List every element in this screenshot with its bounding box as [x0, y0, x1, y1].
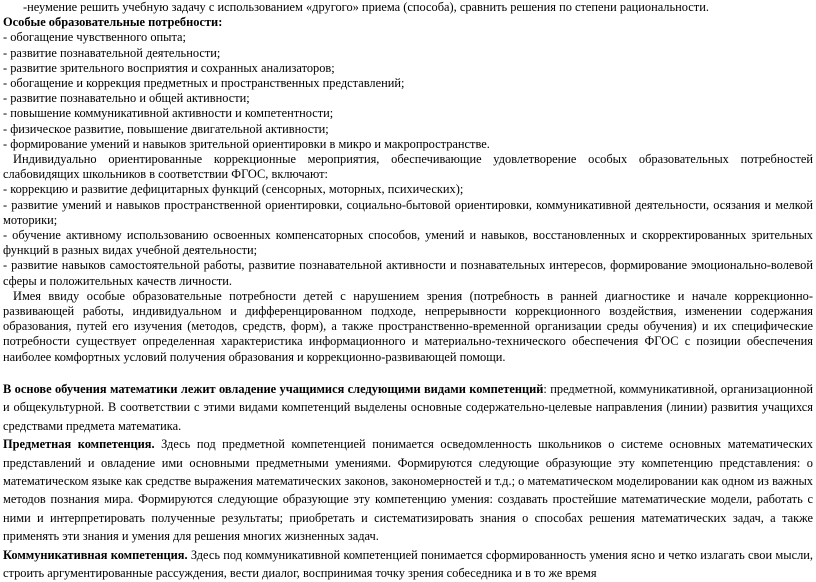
- needs-list: [3, 30, 813, 152]
- competence-lead-bold: В основе обучения математики лежит овладение учащимися следующими видами компетенций: [3, 381, 544, 396]
- list-item: - развитие зрительного восприятия и сохранных анализаторов;: [3, 60, 335, 75]
- needs-paragraph: Имея ввиду особые образовательные потребности детей с нарушением зрения (потребность в ранней диагностике и начале коррекционно-развивающей работы, индивидуальном и дифференцированном подходе, непрерывности коррекционного воздействия, изменении содержания образования, путей его изучения (методов, средств, форм), а также пространственно-временной организации среды обучения) и их специфические потребности существует определенная характеристика информационного и материально-технического обеспечения ФГОС с позиции обеспечения наиболее комфортных условий получения образования и коррекционно-развивающей помощи.: [3, 288, 813, 364]
- communicative-competence-title: Коммуникативная компетенция.: [3, 547, 188, 562]
- competence-lead-paragraph: [3, 380, 813, 435]
- communicative-competence-text: Здесь под коммуникативной компетенцией понимается сформированность умения ясно и четко излагать свои мысли, строить аргументированные рассуждения, вести диалог, воспринимая точку зрения собеседника и в то же время: [3, 547, 813, 580]
- document-page: [3, 0, 813, 582]
- list-item: - развитие умений и навыков пространственной ориентировки, социально-бытовой ориентировки, коммуникативной деятельности, осязания и мелкой моторики;: [3, 197, 813, 227]
- competence-lead-text: : предметной, коммуникативной, организационной и общекультурной. В соответствии с этими видами компетенций выделены основные содержательно-целевые направления (линии) развития учащихся средствами предмета математика.: [3, 381, 813, 433]
- list-item: - обогащение чувственного опыта;: [3, 30, 186, 45]
- list-item: - формирование умений и навыков зрительной ориентировки в микро и макропространстве.: [3, 136, 490, 151]
- measures-list: [3, 182, 813, 288]
- subject-competence-title: Предметная компетенция.: [3, 437, 155, 452]
- list-item: - развитие навыков самостоятельной работы, развитие познавательной активности и познавательных интересов, формирование эмоционально-волевой сферы и положительных качеств личности.: [3, 258, 813, 288]
- needs-heading-text: Особые образовательные потребности:: [3, 15, 223, 30]
- subject-competence-paragraph: [3, 435, 813, 545]
- measures-paragraph: Индивидуально ориентированные коррекционные мероприятия, обеспечивающие удовлетворение особых образовательных потребностей слабовидящих школьников в соответствии ФГОС, включают:: [3, 152, 813, 182]
- needs-heading: [3, 15, 813, 30]
- paragraph-spacer: [3, 365, 813, 380]
- subject-competence-text: Здесь под предметной компетенцией понимается осведомленность школьников о системе основных математических представлений и овладение ими основными предметными умениями. Формируются следующие образующие эту компетенцию представления: о математическом языке как средстве выражения математических законов, закономерностей и т.д.; о математическом моделировании как одном из важных методов познания мира. Формируются следующие образующие эту компетенцию умения: создавать простейшие математические модели, работать с ними и интерпретировать полученные результаты; приобретать и систематизировать знания о способах решения математических задач, а также применять эти знания и умения для решения многих жизненных задач.: [3, 437, 813, 544]
- list-item: - развитие познавательной деятельности;: [3, 45, 221, 60]
- list-item: - повышение коммуникативной активности и компетентности;: [3, 106, 334, 121]
- list-item: - обогащение и коррекция предметных и пространственных представлений;: [3, 76, 405, 91]
- list-item: - физическое развитие, повышение двигательной активности;: [3, 121, 329, 136]
- list-item: - коррекцию и развитие дефицитарных функций (сенсорных, моторных, психических);: [3, 182, 464, 197]
- intro-line: -неумение решить учебную задачу с использованием «другого» приема (способа), сравнить решения по степени рациональности.: [23, 0, 709, 14]
- communicative-competence-paragraph: [3, 546, 813, 582]
- list-item: - развитие познавательно и общей активности;: [3, 91, 250, 106]
- list-item: - обучение активному использованию освоенных компенсаторных способов, умений и навыков, восстановленных и скорректированных зрительных функций в разных видах учебной деятельности;: [3, 228, 813, 258]
